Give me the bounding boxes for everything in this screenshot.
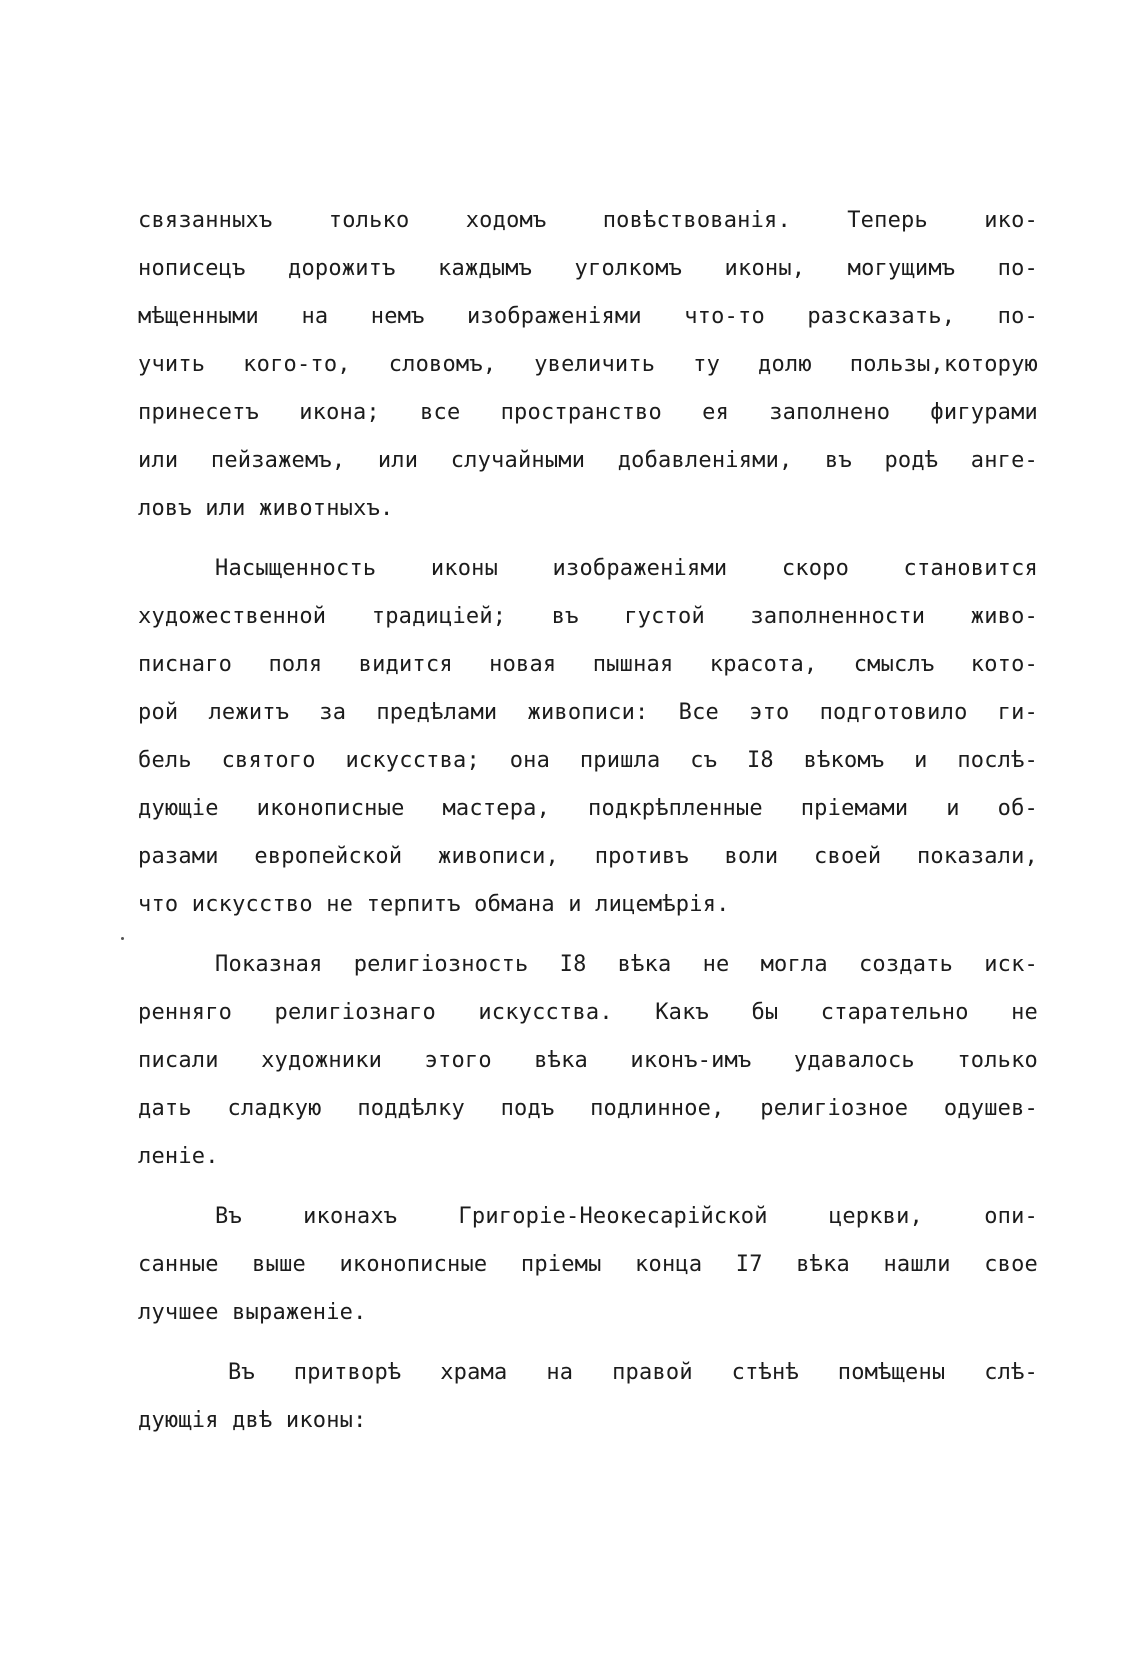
text-line: леніе. (138, 1144, 219, 1169)
paragraph-4 (138, 1193, 1038, 1337)
typewritten-text (138, 197, 1038, 1445)
text-line: ловъ или животныхъ. (138, 496, 394, 521)
text-line: Показная религіозность I8 вѣка не могла создать иск- (215, 952, 1038, 977)
text-line: бель святого искусства; она пришла съ I8 вѣкомъ и послѣ- (138, 748, 1038, 773)
text-line: писнаго поля видится новая пышная красота, смыслъ кото- (138, 652, 1038, 677)
paragraph-3 (138, 941, 1038, 1181)
text-line: санные выше иконописные пріемы конца I7 вѣка нашли свое (138, 1252, 1038, 1277)
text-line: художественной традиціей; въ густой заполненности живо- (138, 604, 1038, 629)
text-line: что искусство не терпитъ обмана и лицемѣрія. (138, 892, 730, 917)
paragraph-1 (138, 197, 1038, 533)
text-line: Въ иконахъ Григоріе-Неокесарійской церкви, опи- (215, 1204, 1038, 1229)
text-line: дующія двѣ иконы: (138, 1408, 367, 1433)
text-line: или пейзажемъ, или случайными добавленіями, въ родѣ анге- (138, 448, 1038, 473)
text-line: мѣщенными на немъ изображеніями что-то разсказать, по- (138, 304, 1038, 329)
text-line: разами европейской живописи, противъ воли своей показали, (138, 844, 1038, 869)
text-line: ренняго религіознаго искусства. Какъ бы старательно не (138, 1000, 1038, 1025)
text-line: нописецъ дорожитъ каждымъ уголкомъ иконы, могущимъ по- (138, 256, 1038, 281)
text-line: Въ притворѣ храма на правой стѣнѣ помѣщены слѣ- (228, 1360, 1038, 1385)
text-line: Насыщенность иконы изображеніями скоро становится (215, 556, 1038, 581)
text-line: принесетъ икона; все пространство ея заполнено фигурами (138, 400, 1038, 425)
text-line: рой лежитъ за предѣлами живописи: Все это подготовило ги- (138, 700, 1038, 725)
text-line: связанныхъ только ходомъ повѣствованія. Теперь ико- (138, 208, 1038, 233)
text-line: дать сладкую поддѣлку подъ подлинное, религіозное одушев- (138, 1096, 1038, 1121)
text-line: лучшее выраженіе. (138, 1300, 367, 1325)
text-line: дующіе иконописные мастера, подкрѣпленные пріемами и об- (138, 796, 1038, 821)
text-line: учить кого-то, словомъ, увеличить ту долю пользы,которую (138, 352, 1038, 377)
paragraph-5 (138, 1349, 1038, 1445)
stray-ink-mark (121, 937, 124, 940)
text-line: писали художники этого вѣка иконъ-имъ удавалось только (138, 1048, 1038, 1073)
paragraph-2 (138, 545, 1038, 929)
